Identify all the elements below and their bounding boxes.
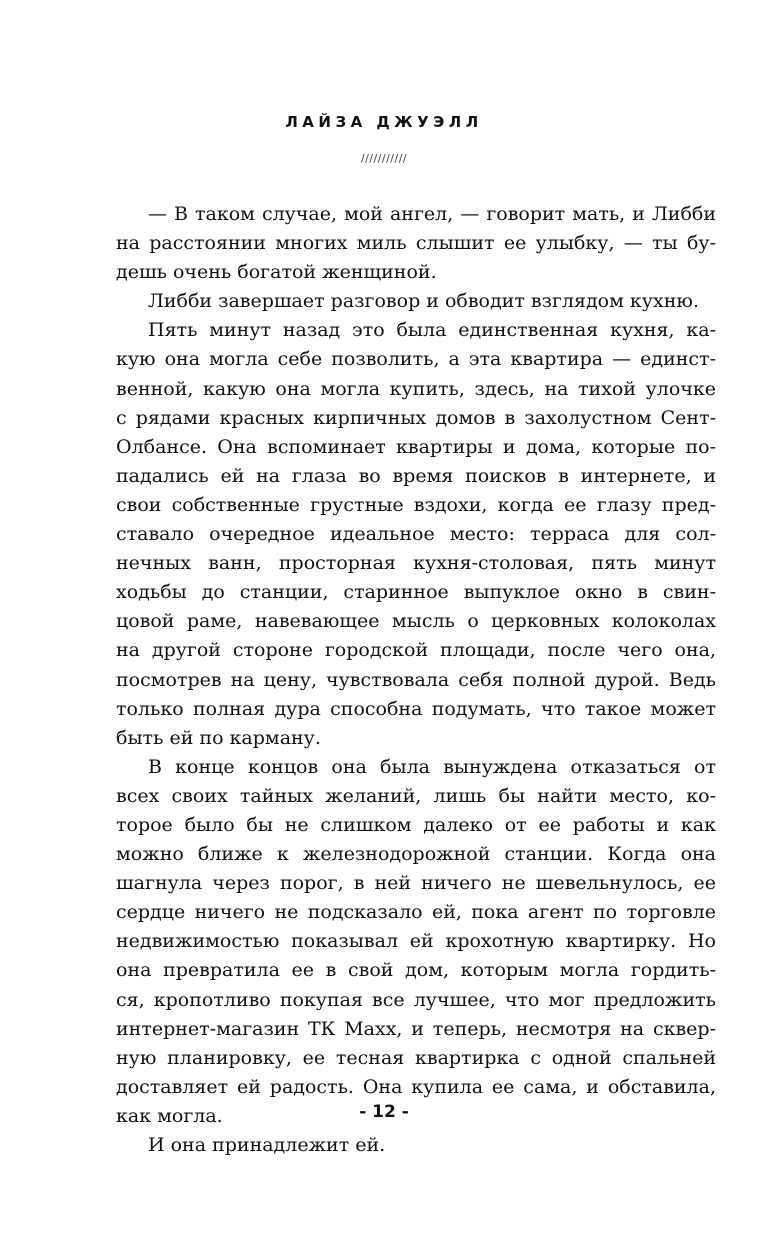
text-line: только полная дура способна подумать, что такое может xyxy=(116,697,716,720)
text-line: падались ей на глаза во время поисков в интернете, и xyxy=(116,464,716,487)
text-line: ставало очередное идеальное место: терраса для сол- xyxy=(116,523,716,546)
text-line: И она принадлежит ей. xyxy=(148,1134,386,1156)
text-line: ходьбы до станции, старинное выпуклое окно в свин- xyxy=(116,581,716,604)
text-line: как могла. xyxy=(116,1104,223,1127)
paragraph xyxy=(116,316,716,752)
text-line: доставляет ей радость. Она купила ее сама, и обставила, xyxy=(116,1075,716,1098)
paragraph xyxy=(116,753,716,1131)
paragraph xyxy=(116,200,716,287)
text-line: с рядами красных кирпичных домов в захолустном Сент- xyxy=(116,406,716,429)
paragraph xyxy=(116,1131,716,1160)
text-line: можно ближе к железнодорожной станции. Когда она xyxy=(116,843,716,866)
paragraph xyxy=(116,287,716,316)
text-line: ся, кропотливо покупая все лучшее, что мог предложить xyxy=(116,988,716,1011)
text-line: Олбансе. Она вспоминает квартиры и дома, которые по- xyxy=(116,435,716,458)
text-line: на расстоянии многих миль слышит ее улыбку, — ты бу- xyxy=(116,232,716,255)
text-line: на другой стороне городской площади, после чего она, xyxy=(116,639,716,662)
text-line: В конце концов она была вынуждена отказаться от xyxy=(148,755,716,778)
text-line: шагнула через порог, в ней ничего не шевельнулось, ее xyxy=(116,872,716,895)
text-line: нечных ванн, просторная кухня-столовая, пять минут xyxy=(116,552,716,575)
page-number: - 12 - xyxy=(359,1102,409,1122)
text-line: дешь очень богатой женщиной. xyxy=(116,261,437,284)
text-line: ную планировку, ее тесная квартирка с одной спальней xyxy=(116,1046,716,1069)
text-line: кую она могла себе позволить, а эта квартира — единст- xyxy=(116,348,716,371)
text-line: всех своих тайных желаний, лишь бы найти место, ко- xyxy=(116,784,716,807)
text-line: Либби завершает разговор и обводит взглядом кухню. xyxy=(148,290,699,313)
text-line: быть ей по карману. xyxy=(116,726,321,749)
text-line: сердце ничего не подсказало ей, пока агент по торговле xyxy=(116,901,716,924)
text-line: торое было бы не слишком далеко от ее работы и как xyxy=(116,813,716,836)
running-head-author: ЛАЙЗА ДЖУЭЛЛ xyxy=(285,113,483,131)
text-line: посмотрев на цену, чувствовала себя полной дурой. Ведь xyxy=(116,668,716,691)
text-line: — В таком случае, мой ангел, — говорит мать, и Либби xyxy=(148,203,716,225)
text-line: она превратила ее в свой дом, которым могла гордить- xyxy=(116,959,716,982)
text-line: венной, какую она могла купить, здесь, на тихой улочке xyxy=(116,377,716,400)
text-line: недвижимостью показывал ей крохотную квартирку. Но xyxy=(116,930,716,953)
text-line: цовой раме, навевающее мысль о церковных колоколах xyxy=(116,610,716,633)
body-text xyxy=(116,200,716,1160)
text-line: свои собственные грустные вздохи, когда ее глазу пред- xyxy=(116,493,716,516)
text-line: Пять минут назад это была единственная кухня, ка- xyxy=(148,319,716,342)
header-ornament: /////////// xyxy=(360,152,408,165)
text-line: интернет-магазин ТК Махх, и теперь, несмотря на сквер- xyxy=(116,1017,716,1040)
